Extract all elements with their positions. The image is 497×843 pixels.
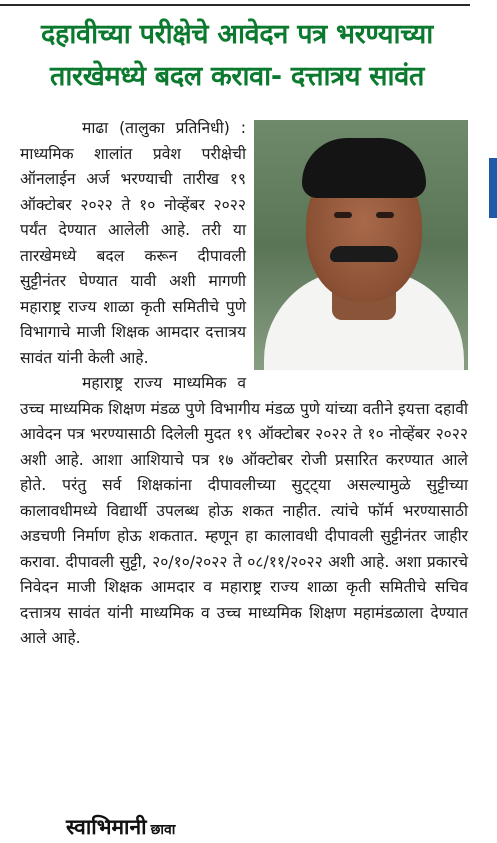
headline-line-2: तारखेमध्ये बदल करावा- दत्तात्रय सावंत xyxy=(49,61,425,92)
side-accent-bar xyxy=(489,158,497,218)
article-paragraph-2: महाराष्ट्र राज्य माध्यमिक व उच्च माध्यमिक शिक्षण मंडळ पुणे विभागीय मंडळ पुणे यांच्या वतीने इयत्ता दहावी आवेदन पत्र भरण्यासाठी दिलेली मुदत १९ ऑक्टोबर २०२२ ते १० नोव्हेंबर २०२२ अशी आहे. आशा आशियाचे पत्र १७ ऑक्टोबर रोजी प्रसारित करण्यात आले होते. परंतु सर्व शिक्षकांना दीपावलीच्या सुट्ट्या असल्यामुळे सुट्टीच्या कालावधीमध्ये विद्यार्थी उपलब्ध होऊ शकत नाहीत. त्यांचे फॉर्म भरण्यासाठी अडचणी निर्माण होऊ शकतात. म्हणून हा कालावधी दीपावली सुट्टीनंतर जाहीर करावा. दीपावली सुट्टी, २०/१०/२०२२ ते ०८/११/२०२२ अशी आहे. अशा प्रकारचे निवेदन माजी शिक्षक आमदार व महाराष्ट्र राज्य शाळा कृती समितीचे सचिव दत्तात्रय सावंत यांनी माध्यमिक व उच्च माध्यमिक शिक्षण महामंडळाला देण्यात आले आहे. xyxy=(20,374,468,647)
publication-logo xyxy=(66,813,175,841)
logo-main-text: स्वाभिमानी xyxy=(66,814,147,839)
portrait-photo xyxy=(254,120,468,370)
headline-line-1: दहावीच्या परीक्षेचे आवेदन पत्र भरण्याच्या xyxy=(40,19,433,50)
top-rule xyxy=(0,4,470,6)
article-paragraph-1: माढा (तालुका प्रतिनिधी) : माध्यमिक शालांत प्रवेश परीक्षेची ऑनलाईन अर्ज भरण्याची तारीख १९ ऑक्टोबर २०२२ ते १० नोव्हेंबर २०२२ पर्यंत देण्यात आलेली आहे. तरी या तारखेमध्ये बदल करून दीपावली सुट्टीनंतर घेण्यात यावी अशी मागणी महाराष्ट्र राज्य शाळा कृती समितीचे पुणे विभागाचे माजी शिक्षक आमदार दत्तात्रय सावंत यांनी केली आहे. xyxy=(20,119,246,367)
article-body xyxy=(20,116,468,652)
logo-sub-text: छावा xyxy=(150,822,176,838)
headline xyxy=(6,14,468,98)
